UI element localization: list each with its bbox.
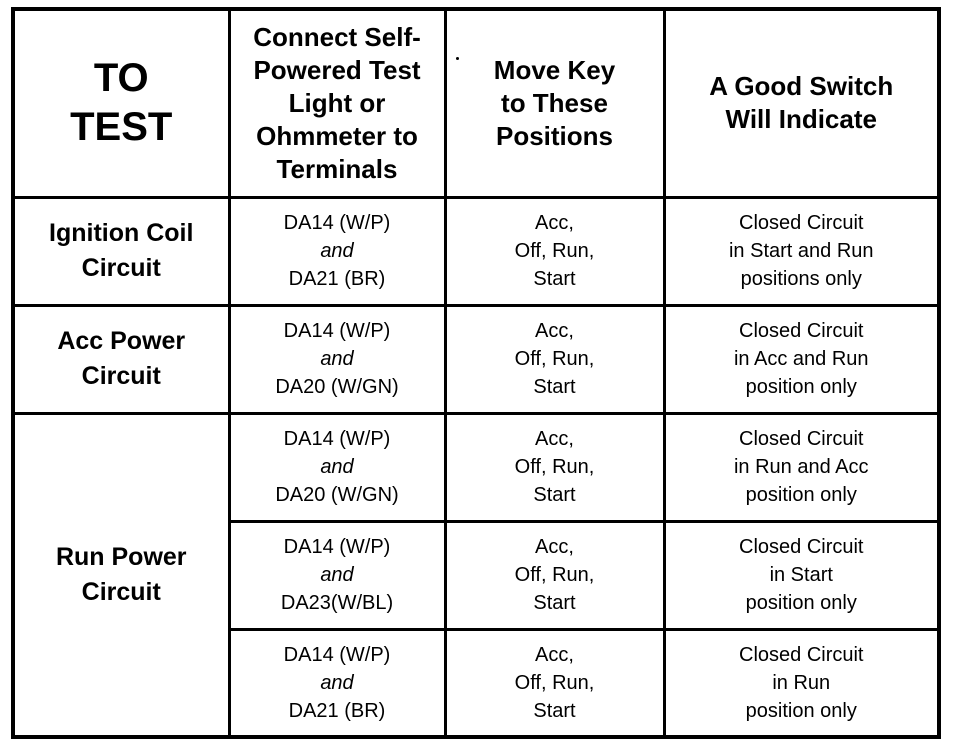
indication-cell: Closed Circuit in Start position only: [664, 521, 939, 629]
table-row: [13, 305, 939, 413]
terminals-cell: DA14 (W/P) and DA21 (BR): [229, 629, 445, 737]
indication-cell: Closed Circuit in Run and Acc position only: [664, 413, 939, 521]
test-name-ignition-coil: Ignition Coil Circuit: [13, 197, 229, 305]
indication-cell: Closed Circuit in Run position only: [664, 629, 939, 737]
terminals-cell: DA14 (W/P) and DA20 (W/GN): [229, 305, 445, 413]
ignition-switch-test-table: [11, 7, 941, 739]
table-row: [13, 197, 939, 305]
header-good-switch: A Good Switch Will Indicate: [664, 9, 939, 197]
positions-cell: Acc, Off, Run, Start: [445, 413, 664, 521]
terminals-cell: DA14 (W/P) and DA23(W/BL): [229, 521, 445, 629]
print-speck: [456, 57, 459, 60]
test-name-run-power: Run Power Circuit: [13, 413, 229, 737]
header-connect-terminals: Connect Self- Powered Test Light or Ohmmeter to Terminals: [229, 9, 445, 197]
header-row: [13, 9, 939, 197]
indication-cell: Closed Circuit in Start and Run positions only: [664, 197, 939, 305]
terminals-cell: DA14 (W/P) and DA21 (BR): [229, 197, 445, 305]
positions-cell: Acc, Off, Run, Start: [445, 305, 664, 413]
header-move-key: Move Key to These Positions: [445, 9, 664, 197]
positions-cell: Acc, Off, Run, Start: [445, 197, 664, 305]
test-name-acc-power: Acc Power Circuit: [13, 305, 229, 413]
positions-cell: Acc, Off, Run, Start: [445, 629, 664, 737]
table-row: [13, 413, 939, 521]
indication-cell: Closed Circuit in Acc and Run position only: [664, 305, 939, 413]
terminals-cell: DA14 (W/P) and DA20 (W/GN): [229, 413, 445, 521]
positions-cell: Acc, Off, Run, Start: [445, 521, 664, 629]
header-to-test: TO TEST: [13, 9, 229, 197]
